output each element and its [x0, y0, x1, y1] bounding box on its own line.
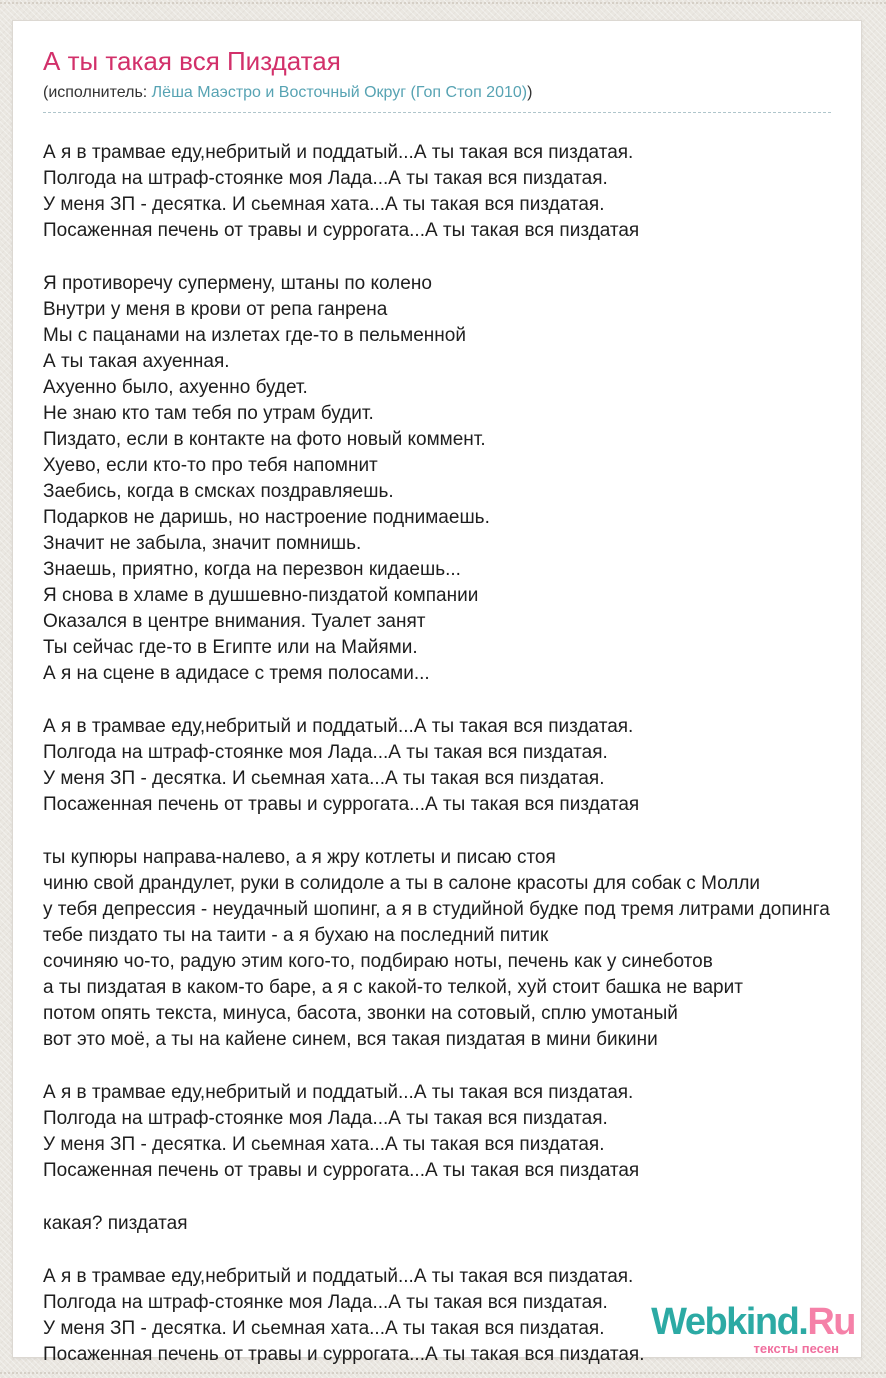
- lyric-line: Заебись, когда в смсках поздравляешь.: [43, 480, 394, 502]
- lyric-line: потом опять текста, минуса, басота, звонки на сотовый, сплю умотаный: [43, 1002, 678, 1024]
- lyric-line: у тебя депрессия - неудачный шопинг, а я в студийной будке под тремя литрами допинга: [43, 898, 830, 920]
- lyric-line: Я снова в хламе в душшевно-пиздатой компании: [43, 584, 479, 606]
- lyric-line: А я в трамвае еду,небритый и поддатый...А ты такая вся пиздатая.: [43, 1265, 634, 1287]
- artist-line: [43, 84, 831, 102]
- artist-link[interactable]: Лёша Маэстро и Восточный Округ (Гоп Стоп 2010): [151, 83, 528, 101]
- lyric-line: Полгода на штраф-стоянке моя Лада...А ты такая вся пиздатая.: [43, 1107, 608, 1129]
- webkind-logo-link[interactable]: [651, 1301, 855, 1343]
- lyric-line: Полгода на штраф-стоянке моя Лада...А ты такая вся пиздатая.: [43, 741, 608, 763]
- lyric-line: Оказался в центре внимания. Туалет занят: [43, 610, 426, 632]
- lyric-line: А я в трамвае еду,небритый и поддатый...А ты такая вся пиздатая.: [43, 1081, 634, 1103]
- dashed-separator: [43, 111, 831, 113]
- lyric-line: чиню свой драндулет, руки в солидоле а ты в салоне красоты для собак с Молли: [43, 872, 761, 894]
- lyric-line: А я на сцене в адидасе с тремя полосами...: [43, 662, 430, 684]
- lyric-line: Посаженная печень от травы и суррогата...А ты такая вся пиздатая.: [43, 1343, 645, 1365]
- lyric-line: Мы с пацанами на излетах где-то в пельменной: [43, 324, 466, 346]
- top-stitch-decoration: [0, 2, 886, 4]
- lyric-line: Значит не забыла, значит помнишь.: [43, 532, 362, 554]
- lyric-line: Подарков не даришь, но настроение поднимаешь.: [43, 506, 490, 528]
- lyric-line: тебе пиздато ты на таити - а я бухаю на последний питик: [43, 924, 549, 946]
- lyric-line: А я в трамвае еду,небритый и поддатый...А ты такая вся пиздатая.: [43, 141, 634, 163]
- lyric-line: Знаешь, приятно, когда на перезвон кидаешь...: [43, 558, 461, 580]
- logo-text-webkind: Webkind: [651, 1301, 799, 1343]
- lyric-line: Полгода на штраф-стоянке моя Лада...А ты такая вся пиздатая.: [43, 1291, 608, 1313]
- lyric-line: Ты сейчас где-то в Египте или на Майями.: [43, 636, 418, 658]
- lyric-line: Внутри у меня в крови от репа ганрена: [43, 298, 388, 320]
- logo-text-ru: Ru: [807, 1301, 855, 1343]
- lyric-line: Посаженная печень от травы и суррогата...А ты такая вся пиздатая: [43, 793, 640, 815]
- lyric-line: какая? пиздатая: [43, 1212, 188, 1234]
- lyric-line: а ты пиздатая в каком-то баре, а я с какой-то телкой, хуй стоит башка не варит: [43, 976, 743, 998]
- lyric-line: Пиздато, если в контакте на фото новый коммент.: [43, 428, 486, 450]
- lyric-line: Хуево, если кто-то про тебя напомнит: [43, 454, 378, 476]
- lyric-line: Посаженная печень от травы и суррогата...А ты такая вся пиздатая: [43, 1159, 640, 1181]
- lyric-line: Я противоречу супермену, штаны по колено: [43, 272, 432, 294]
- lyric-line: А ты такая ахуенная.: [43, 350, 230, 372]
- song-title: А ты такая вся Пиздатая: [43, 46, 341, 76]
- artist-suffix: ): [527, 83, 533, 101]
- lyric-line: Ахуенно было, ахуенно будет.: [43, 376, 308, 398]
- lyric-line: Не знаю кто там тебя по утрам будит.: [43, 402, 374, 424]
- lyrics-body: [43, 140, 831, 1368]
- lyric-line: ты купюры направа-налево, а я жру котлеты и писаю стоя: [43, 846, 556, 868]
- lyric-line: вот это моё, а ты на кайене синем, вся такая пиздатая в мини бикини: [43, 1028, 658, 1050]
- site-brand: [651, 1303, 855, 1355]
- lyric-line: У меня ЗП - десятка. И сьемная хата...А ты такая вся пиздатая.: [43, 1133, 605, 1155]
- lyrics-card: [12, 20, 862, 1365]
- lyric-line: У меня ЗП - десятка. И сьемная хата...А ты такая вся пиздатая.: [43, 1317, 605, 1339]
- artist-label: (исполнитель:: [43, 83, 152, 101]
- lyric-line: У меня ЗП - десятка. И сьемная хата...А ты такая вся пиздатая.: [43, 767, 605, 789]
- logo-dot: .: [798, 1301, 808, 1343]
- logo-tagline: тексты песен: [753, 1341, 839, 1356]
- bottom-stitch-decoration: [0, 1372, 886, 1374]
- lyric-line: сочиняю чо-то, радую этим кого-то, подбираю ноты, печень как у синеботов: [43, 950, 713, 972]
- lyric-line: Полгода на штраф-стоянке моя Лада...А ты такая вся пиздатая.: [43, 167, 608, 189]
- lyric-line: У меня ЗП - десятка. И сьемная хата...А ты такая вся пиздатая.: [43, 193, 605, 215]
- lyric-line: А я в трамвае еду,небритый и поддатый...А ты такая вся пиздатая.: [43, 715, 634, 737]
- lyric-line: Посаженная печень от травы и суррогата...А ты такая вся пиздатая: [43, 219, 640, 241]
